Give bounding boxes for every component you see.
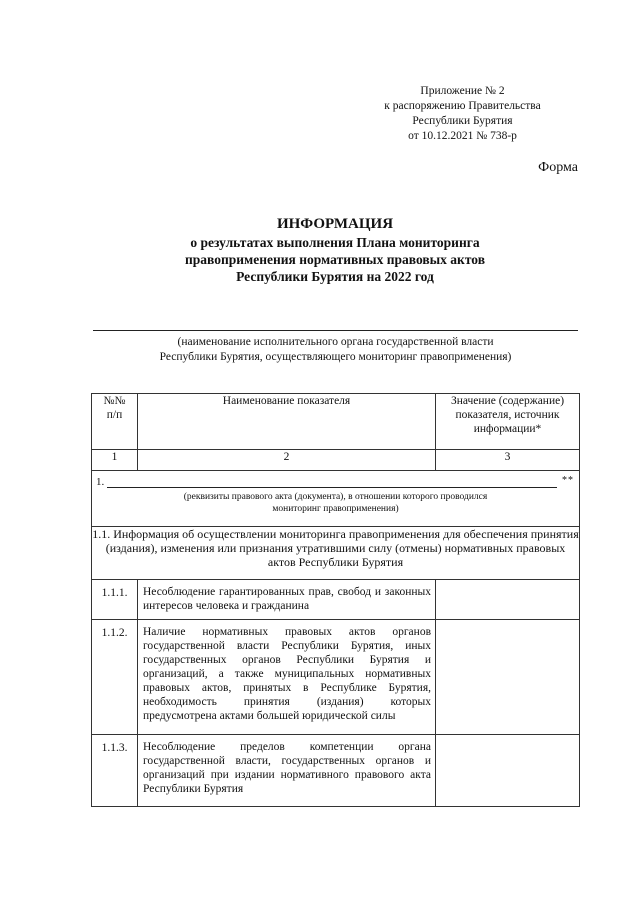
header-name: Наименование показателя — [138, 394, 436, 450]
appendix-block — [340, 84, 585, 144]
table-row — [92, 620, 580, 735]
form-label: Форма — [538, 160, 578, 175]
column-index-3: 3 — [436, 450, 580, 471]
row-indicator-text: Несоблюдение гарантированных прав, свобод и законных интересов человека и гражданина — [138, 580, 436, 620]
section-heading: 1.1. Информация об осуществлении мониторинга правоприменения для обеспечения принятия (издания), изменения или признания утратившими силу (отмены) нормативных правовых актов Республики Бурятия — [92, 527, 580, 580]
legal-act-footnote-mark: ** — [562, 475, 574, 486]
row-number: 1.1.1. — [92, 580, 138, 620]
legal-act-cell — [92, 471, 580, 527]
title-line-3: правоприменения нормативных правовых актов — [184, 252, 485, 267]
table-row — [92, 735, 580, 807]
header-value: Значение (содержание) показателя, источник информации* — [436, 394, 580, 450]
row-value — [436, 735, 580, 807]
legal-act-caption — [92, 491, 579, 515]
row-number: 1.1.3. — [92, 735, 138, 807]
org-name-caption — [93, 335, 578, 365]
legal-act-caption-line-1: (реквизиты правового акта (документа), в отношении которого проводился — [183, 492, 488, 502]
table-header-row — [92, 394, 580, 450]
title-line-4: Республики Бурятия на 2022 год — [236, 269, 434, 284]
header-num-line-1: №№ — [103, 395, 126, 407]
title-line-2: о результатах выполнения Плана мониторинга — [190, 235, 480, 250]
org-name-fill-line — [93, 330, 578, 331]
legal-act-number: 1. — [96, 476, 105, 488]
indicators-table — [91, 393, 580, 807]
header-num — [92, 394, 138, 450]
legal-act-caption-line-2: мониторинг правоприменения) — [272, 504, 399, 514]
legal-act-fill-line — [107, 487, 557, 488]
document-title — [60, 214, 610, 285]
appendix-line-4: от 10.12.2021 № 738-р — [408, 130, 517, 142]
row-value — [436, 580, 580, 620]
column-index-row — [92, 450, 580, 471]
row-indicator-text: Несоблюдение пределов компетенции органа государственной власти, государственных органов и организаций при издании нормативного правового акта Республики Бурятия — [138, 735, 436, 807]
appendix-line-1: Приложение № 2 — [420, 85, 505, 97]
row-number: 1.1.2. — [92, 620, 138, 735]
section-row — [92, 527, 580, 580]
legal-act-row — [92, 471, 580, 527]
org-caption-line-1: (наименование исполнительного органа государственной власти — [177, 336, 494, 348]
header-num-line-2: п/п — [106, 409, 123, 421]
org-caption-line-2: Республики Бурятия, осуществляющего мониторинг правоприменения) — [159, 351, 512, 363]
title-heading: ИНФОРМАЦИЯ — [276, 216, 394, 232]
column-index-1: 1 — [92, 450, 138, 471]
appendix-line-3: Республики Бурятия — [412, 115, 513, 127]
table-row — [92, 580, 580, 620]
appendix-line-2: к распоряжению Правительства — [384, 100, 541, 112]
row-value — [436, 620, 580, 735]
row-indicator-text: Наличие нормативных правовых актов органов государственной власти Республики Бурятия, иных государственных органов Республики Бурятия и организаций, а также муниципальных нормативных правовых актов, принятых в Республике Бурятия, необходимость принятия (издания) которых предусмотрена актами большей юридической силы — [138, 620, 436, 735]
column-index-2: 2 — [138, 450, 436, 471]
